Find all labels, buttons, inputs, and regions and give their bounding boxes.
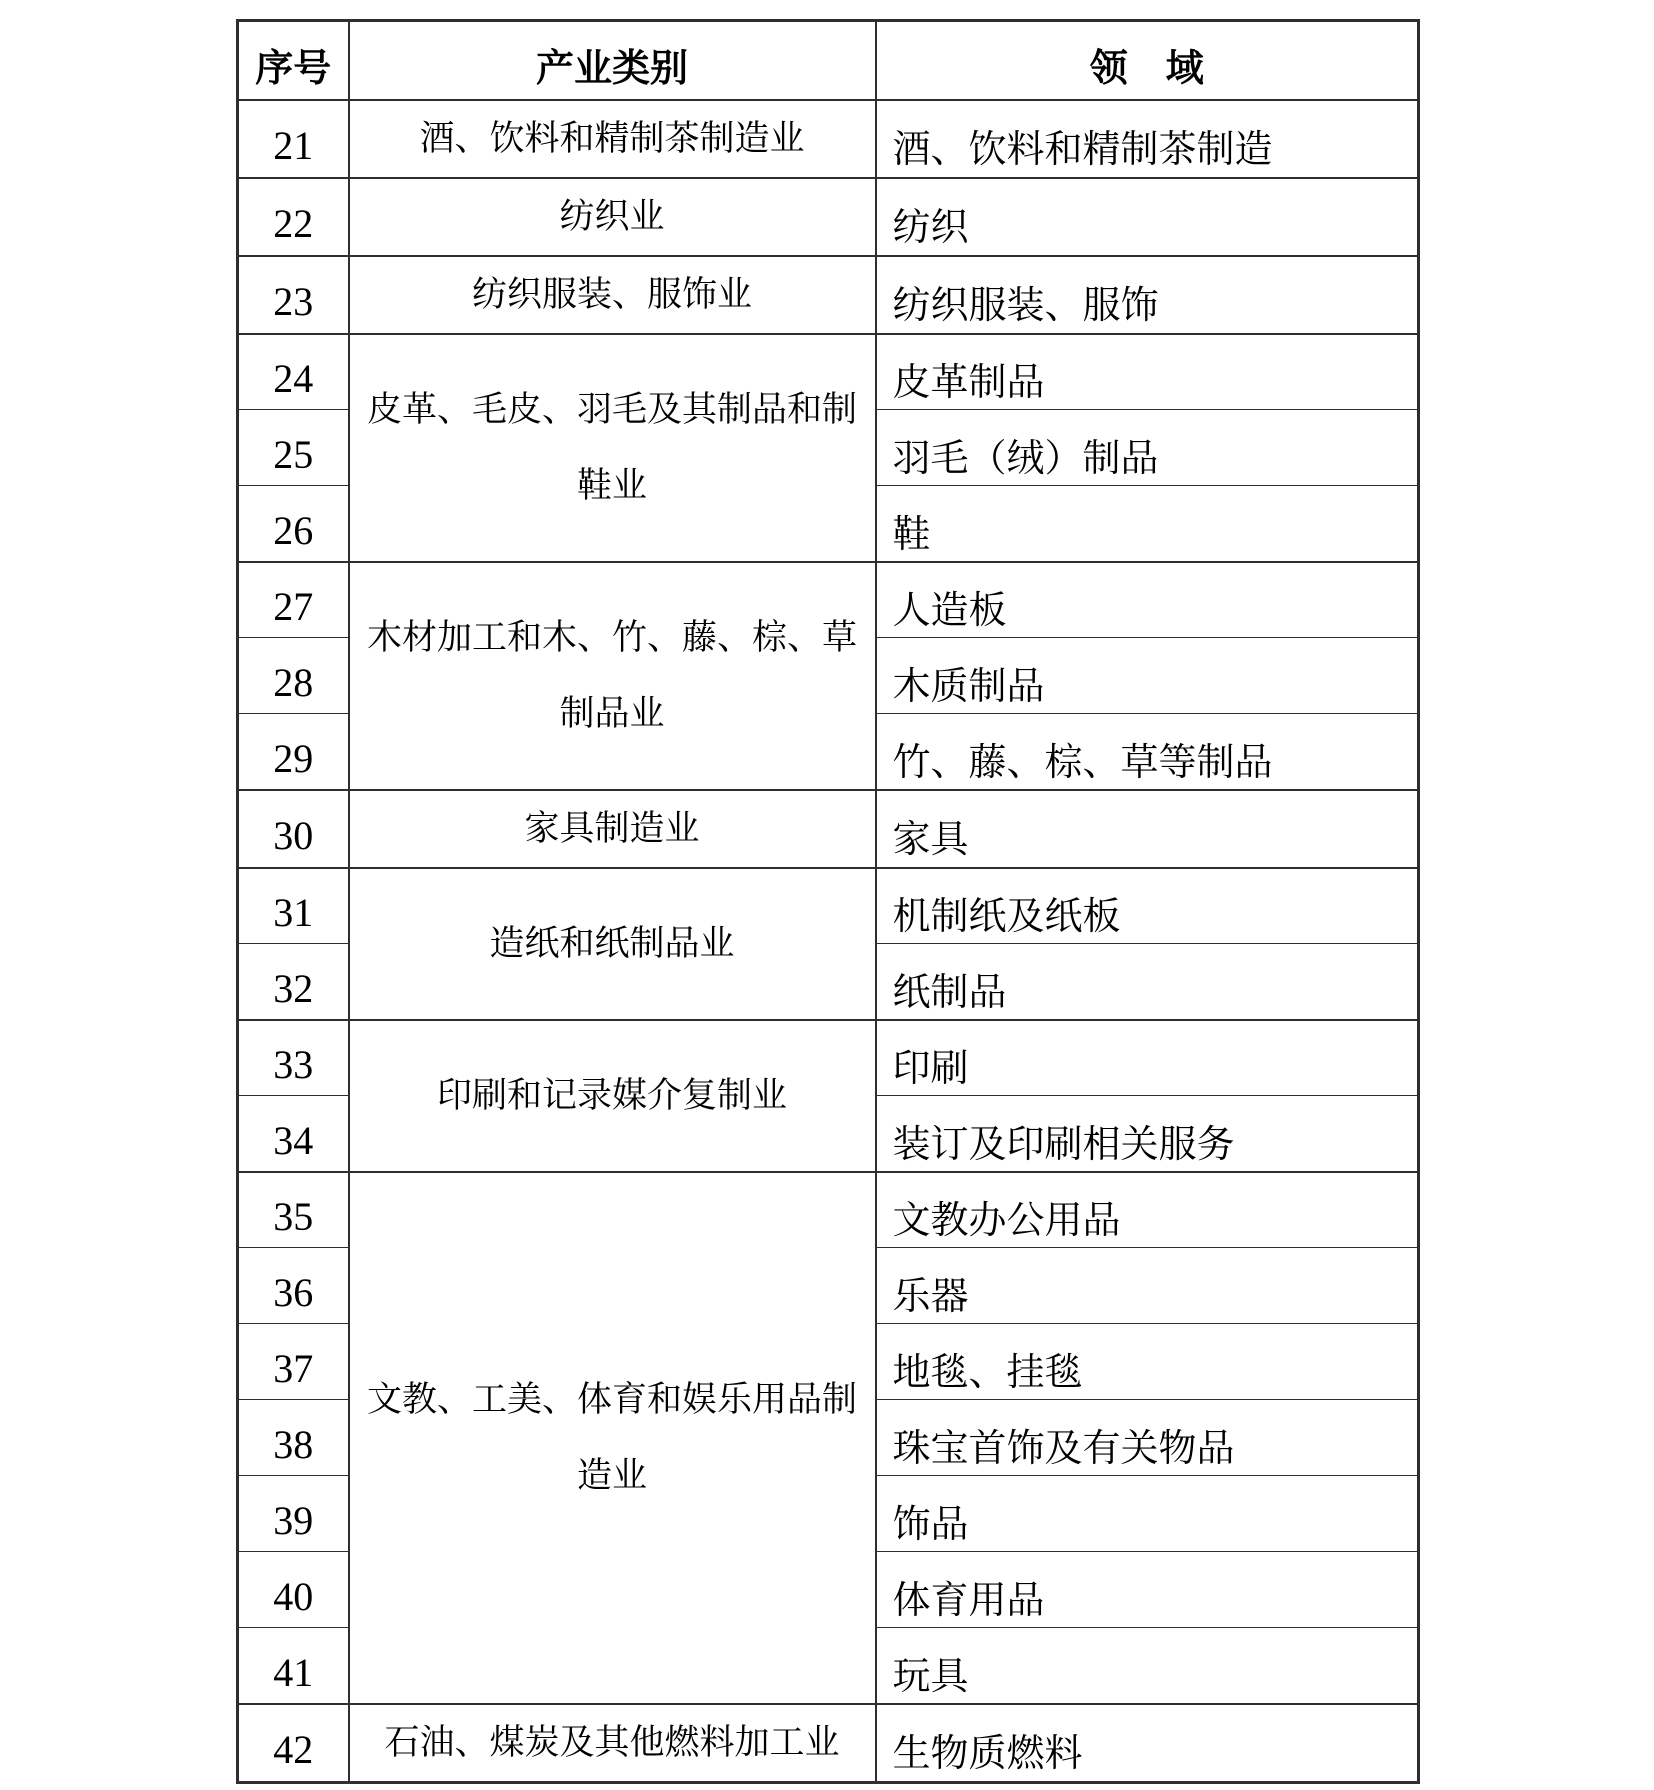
- field-cell: 纺织服装、服饰: [876, 256, 1419, 334]
- row-number-cell: 40: [238, 1552, 349, 1628]
- field-cell: 酒、饮料和精制茶制造: [876, 100, 1419, 178]
- table-row: [238, 100, 1419, 178]
- row-number-cell: 29: [238, 714, 349, 790]
- field-cell: 体育用品: [876, 1552, 1419, 1628]
- field-cell: 饰品: [876, 1476, 1419, 1552]
- industry-category-cell: 石油、煤炭及其他燃料加工业: [349, 1704, 876, 1783]
- field-cell: 生物质燃料: [876, 1704, 1419, 1783]
- table-row: [238, 256, 1419, 334]
- field-cell: 乐器: [876, 1248, 1419, 1324]
- table-row: [238, 562, 1419, 638]
- field-cell: 文教办公用品: [876, 1172, 1419, 1248]
- industry-category-cell: 印刷和记录媒介复制业: [349, 1020, 876, 1172]
- header-field: 领 域: [876, 21, 1419, 100]
- field-cell: 地毯、挂毯: [876, 1324, 1419, 1400]
- row-number-cell: 34: [238, 1096, 349, 1172]
- row-number-cell: 21: [238, 100, 349, 178]
- table-row: [238, 1704, 1419, 1783]
- row-number-cell: 38: [238, 1400, 349, 1476]
- field-cell: 鞋: [876, 486, 1419, 562]
- field-cell: 竹、藤、棕、草等制品: [876, 714, 1419, 790]
- industry-category-cell: 家具制造业: [349, 790, 876, 868]
- row-number-cell: 23: [238, 256, 349, 334]
- industry-category-cell: 文教、工美、体育和娱乐用品制造业: [349, 1172, 876, 1704]
- row-number-cell: 35: [238, 1172, 349, 1248]
- table-row: [238, 334, 1419, 410]
- row-number-cell: 22: [238, 178, 349, 256]
- field-cell: 装订及印刷相关服务: [876, 1096, 1419, 1172]
- industry-category-cell: 纺织业: [349, 178, 876, 256]
- industry-category-cell: 纺织服装、服饰业: [349, 256, 876, 334]
- document-page: [236, 19, 1420, 1784]
- row-number-cell: 33: [238, 1020, 349, 1096]
- industry-category-cell: 酒、饮料和精制茶制造业: [349, 100, 876, 178]
- table-row: [238, 178, 1419, 256]
- field-cell: 机制纸及纸板: [876, 868, 1419, 944]
- field-cell: 木质制品: [876, 638, 1419, 714]
- field-cell: 印刷: [876, 1020, 1419, 1096]
- header-industry-category: 产业类别: [349, 21, 876, 100]
- table-row: [238, 1020, 1419, 1096]
- row-number-cell: 42: [238, 1704, 349, 1783]
- row-number-cell: 27: [238, 562, 349, 638]
- row-number-cell: 25: [238, 410, 349, 486]
- table-body: [238, 100, 1419, 1783]
- industry-category-cell: 木材加工和木、竹、藤、棕、草制品业: [349, 562, 876, 790]
- row-number-cell: 30: [238, 790, 349, 868]
- header-seq-number: 序号: [238, 21, 349, 100]
- industry-table: [236, 19, 1420, 1784]
- row-number-cell: 31: [238, 868, 349, 944]
- table-row: [238, 868, 1419, 944]
- row-number-cell: 32: [238, 944, 349, 1020]
- field-cell: 珠宝首饰及有关物品: [876, 1400, 1419, 1476]
- industry-category-cell: 皮革、毛皮、羽毛及其制品和制鞋业: [349, 334, 876, 562]
- field-cell: 皮革制品: [876, 334, 1419, 410]
- field-cell: 玩具: [876, 1628, 1419, 1704]
- row-number-cell: 41: [238, 1628, 349, 1704]
- row-number-cell: 26: [238, 486, 349, 562]
- field-cell: 纸制品: [876, 944, 1419, 1020]
- field-cell: 纺织: [876, 178, 1419, 256]
- row-number-cell: 39: [238, 1476, 349, 1552]
- industry-category-cell: 造纸和纸制品业: [349, 868, 876, 1020]
- row-number-cell: 24: [238, 334, 349, 410]
- row-number-cell: 28: [238, 638, 349, 714]
- field-cell: 人造板: [876, 562, 1419, 638]
- field-cell: 羽毛（绒）制品: [876, 410, 1419, 486]
- row-number-cell: 37: [238, 1324, 349, 1400]
- table-row: [238, 1172, 1419, 1248]
- field-cell: 家具: [876, 790, 1419, 868]
- table-header-row: [238, 21, 1419, 100]
- table-row: [238, 790, 1419, 868]
- row-number-cell: 36: [238, 1248, 349, 1324]
